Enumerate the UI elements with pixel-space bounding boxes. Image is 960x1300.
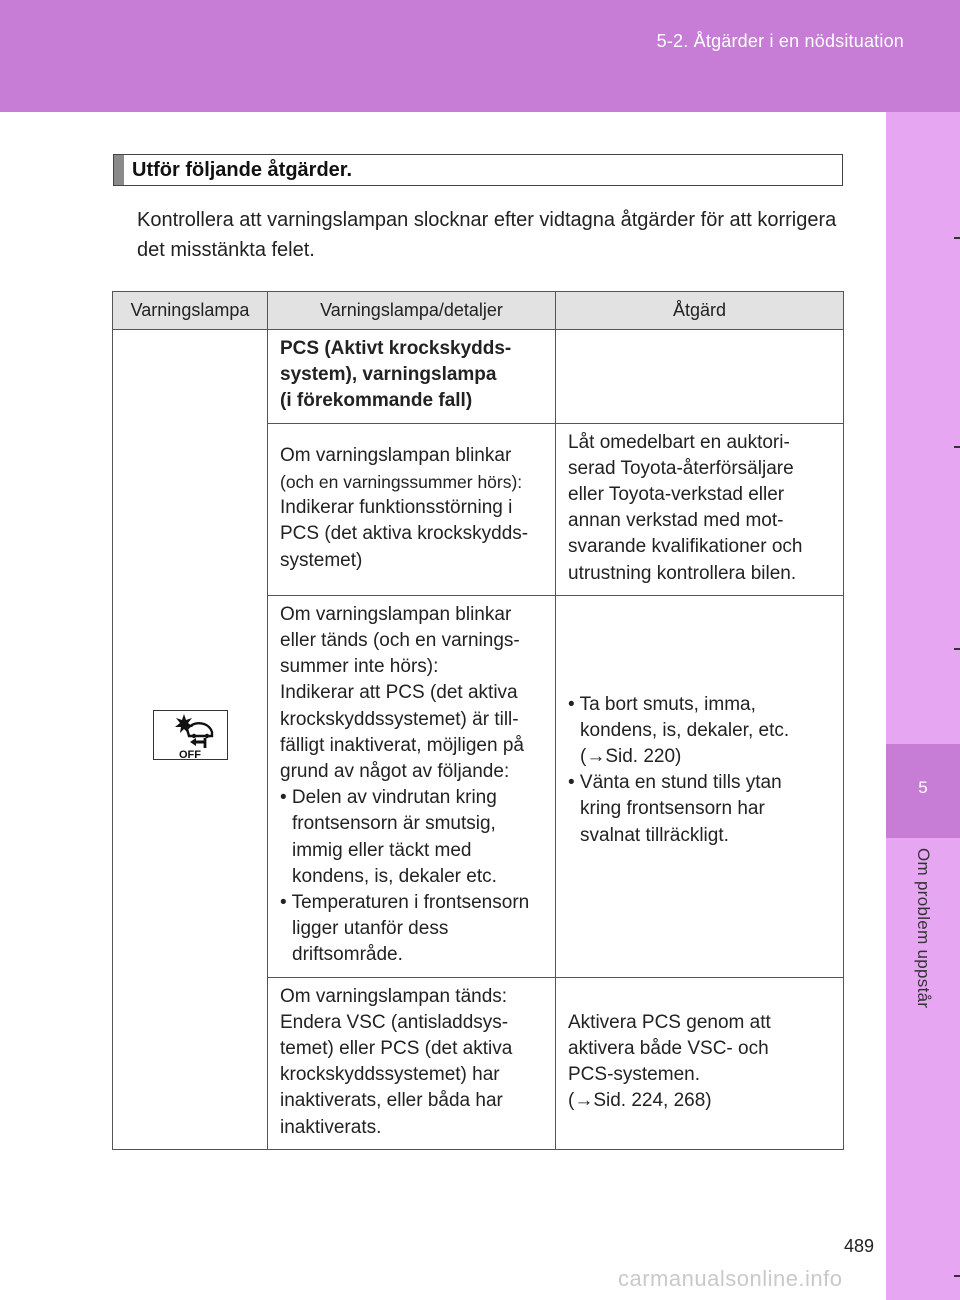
action-line: aktivera både VSC- och xyxy=(568,1038,769,1060)
watermark: carmanualsonline.info xyxy=(618,1266,843,1291)
margin-tick xyxy=(954,237,960,239)
detail-line: fälligt inaktiverat, möjligen på xyxy=(280,734,524,756)
action-cell xyxy=(556,423,844,595)
column-header: Varningslampa/detaljer xyxy=(268,292,556,330)
action-line: serad Toyota-återförsäljare xyxy=(568,457,794,479)
action-line: annan verkstad med mot- xyxy=(568,510,784,532)
svg-text:OFF: OFF xyxy=(178,748,201,761)
action-line: svarande kvalifikationer och xyxy=(568,536,803,558)
detail-line: PCS (det aktiva krockskydds- xyxy=(280,523,529,545)
chapter-title-text: Om problem uppstår xyxy=(914,848,933,1009)
bullet-item: • Temperaturen i frontsensorn ligger utanför dess driftsområde. xyxy=(280,892,530,966)
chapter-tab[interactable] xyxy=(886,744,960,838)
action-line: eller Toyota-verkstad eller xyxy=(568,484,785,506)
table-row xyxy=(113,330,844,424)
chapter-number: 5 xyxy=(918,778,928,797)
bullet-item: • Vänta en stund tills ytan kring frontsensorn har svalnat tillräckligt. xyxy=(568,772,782,846)
detail-line: systemet) xyxy=(280,549,363,571)
margin-tick xyxy=(954,1275,960,1277)
section-heading-accent xyxy=(114,155,124,185)
margin-tick xyxy=(954,446,960,448)
detail-cell xyxy=(268,330,556,424)
pcs-off-warning-icon xyxy=(153,710,228,760)
action-line: (→Sid. 224, 268) xyxy=(568,1090,712,1112)
action-cell xyxy=(556,977,844,1149)
detail-line: Om varningslampan blinkar xyxy=(280,444,512,466)
action-line: Aktivera PCS genom att xyxy=(568,1011,771,1033)
action-cell xyxy=(556,595,844,977)
action-line: Låt omedelbart en auktori- xyxy=(568,431,790,453)
header-band xyxy=(0,0,960,112)
bullet-item: • Delen av vindrutan kring frontsensorn är smutsig, immig eller täckt med kondens, is, dekaler etc. xyxy=(280,787,497,887)
detail-line: inaktiverats, eller båda har xyxy=(280,1090,503,1112)
detail-line: Om varningslampan tänds: xyxy=(280,985,508,1007)
detail-cell xyxy=(268,977,556,1149)
detail-line: temet) eller PCS (det aktiva xyxy=(280,1038,513,1060)
detail-line: grund av något av följande: xyxy=(280,761,510,783)
detail-line: Om varningslampan blinkar xyxy=(280,603,512,625)
detail-cell xyxy=(268,423,556,595)
detail-line: summer inte hörs): xyxy=(280,656,439,678)
bullet-item: • Ta bort smuts, imma, kondens, is, dekaler, etc. (→Sid. 220) xyxy=(568,693,790,768)
table-header-row xyxy=(113,292,844,330)
detail-line: (i förekommande fall) xyxy=(280,390,473,412)
column-header: Varningslampa xyxy=(113,292,268,330)
section-heading xyxy=(113,154,843,186)
detail-line: krockskyddssystemet) är till- xyxy=(280,708,519,730)
detail-line: Endera VSC (antisladdsys- xyxy=(280,1011,509,1033)
detail-line: (och en varningssummer hörs): xyxy=(280,471,523,492)
detail-line: system), varningslampa xyxy=(280,364,497,386)
detail-line: inaktiverats. xyxy=(280,1116,382,1138)
column-header: Åtgärd xyxy=(556,292,844,330)
intro-paragraph: Kontrollera att varningslampan slocknar efter vidtagna åtgärder för att korrigera det misstänkta felet. xyxy=(137,209,837,261)
detail-line: eller tänds (och en varnings- xyxy=(280,630,520,652)
detail-line: PCS (Aktivt krockskydds- xyxy=(280,338,512,359)
action-line: PCS-systemen. xyxy=(568,1064,700,1086)
chapter-title xyxy=(886,848,960,1068)
detail-line: krockskyddssystemet) har xyxy=(280,1064,500,1086)
breadcrumb: 5-2. Åtgärder i en nödsituation xyxy=(656,31,904,51)
detail-cell xyxy=(268,595,556,977)
detail-line: Indikerar att PCS (det aktiva xyxy=(280,682,518,704)
action-line: utrustning kontrollera bilen. xyxy=(568,562,797,584)
warning-lamp-cell xyxy=(113,330,268,1150)
margin-tick xyxy=(954,648,960,650)
section-heading-text: Utför följande åtgärder. xyxy=(132,159,353,181)
action-cell xyxy=(556,330,844,424)
side-tab xyxy=(886,112,960,1300)
page-number: 489 xyxy=(843,1236,874,1256)
warning-table xyxy=(112,291,844,1150)
detail-line: Indikerar funktionsstörning i xyxy=(280,497,513,519)
